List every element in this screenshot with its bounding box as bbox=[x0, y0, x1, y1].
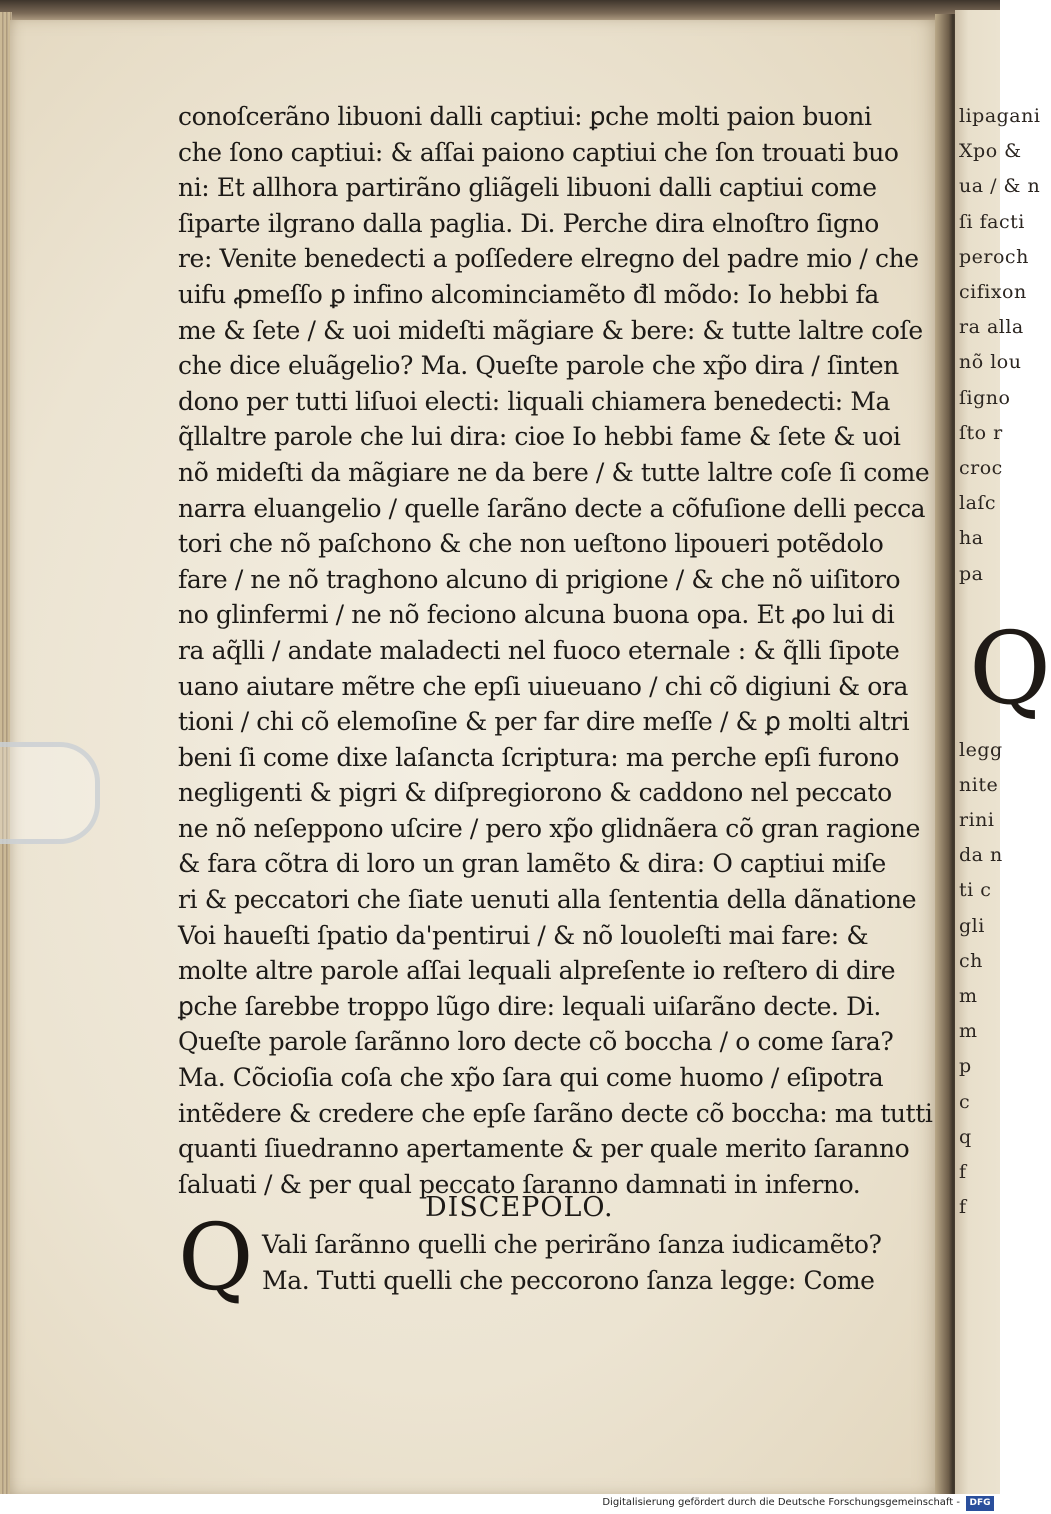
right-page-fragment: nite bbox=[959, 773, 999, 796]
section-heading: DISCEPOLO. bbox=[425, 1192, 614, 1223]
right-page-fragment: peroch bbox=[959, 245, 1029, 268]
text-line: me & ſete / & uoi mideſti mãgiare & bere: & tutte laltre coſe bbox=[178, 315, 923, 345]
right-page-fragment: f bbox=[959, 1196, 967, 1219]
right-page-fragment: da n bbox=[959, 844, 1003, 867]
text-line: uano aiutare mẽtre che epſi uiueuano / chi cõ digiuni & ora bbox=[178, 671, 908, 701]
right-page-fragment: c bbox=[959, 1090, 971, 1113]
initial-line-1: Vali ſarãnno quelli che perirãno ſanza iudicamẽto? bbox=[262, 1230, 882, 1259]
decorated-initial-letter: Q bbox=[178, 1204, 254, 1311]
text-line: ra aq̃lli / andate maladecti nel fuoco eternale : & q̃lli ſipote bbox=[178, 635, 900, 665]
right-page-fragment: nõ lou bbox=[959, 351, 1022, 374]
text-line: ri & peccatori che ſiate uenuti alla ſententia della dãnatione bbox=[178, 885, 917, 915]
text-line: molte altre parole aſſai lequali alpreſente io reſtero di dire bbox=[178, 956, 896, 986]
right-page-fragment: m bbox=[959, 985, 978, 1007]
text-line: negligenti & pigri & diſpregiorono & caddono nel peccato bbox=[178, 778, 892, 808]
right-page-fragment: ſto r bbox=[959, 421, 1003, 444]
text-line: ſaluati / & per qual peccato ſaranno damnati in inferno. bbox=[178, 1169, 861, 1199]
right-page-fragment: gli bbox=[959, 914, 985, 937]
initial-line-2: Ma. Tutti quelli che peccorono ſanza legge: Come bbox=[262, 1266, 875, 1295]
text-line: beni ſi come dixe laſancta ſcriptura: ma perche epſi furono bbox=[178, 742, 900, 772]
right-page-fragment: legg bbox=[959, 738, 1003, 761]
right-page-fragment: ua / & n bbox=[959, 175, 1041, 198]
right-page-fragment: rini bbox=[959, 809, 995, 831]
text-line: narra eluangelio / quelle ſarãno decte a cõfuſione delli pecca bbox=[178, 493, 926, 523]
text-line: ſiparte ilgrano dalla paglia. Di. Perche dira elnoſtro ſigno bbox=[178, 208, 879, 238]
right-page-fragment: ſi facti bbox=[959, 210, 1025, 233]
text-line: che dice eluãgelio? Ma. Queſte parole che xp̃o dira / ſinten bbox=[178, 351, 899, 381]
right-page-fragment: f bbox=[959, 1161, 967, 1183]
footer-bar bbox=[0, 1494, 1000, 1514]
main-text-block bbox=[178, 99, 933, 1202]
text-line: dono per tutti liſuoi electi: liquali chiamera benedecti: Ma bbox=[178, 386, 891, 416]
right-page-fragment: ra alla bbox=[959, 316, 1024, 339]
text-line: tioni / chi cõ elemoſine & per far dire meſſe / & ꝑ molti altri bbox=[178, 707, 910, 737]
text-line: no glinfermi / ne nõ feciono alcuna buona opa. Et ꝓo lui di bbox=[178, 600, 895, 630]
text-line: Queſte parole ſarãnno loro decte cõ boccha / o come ſara? bbox=[178, 1027, 894, 1057]
right-page-fragment: ſigno bbox=[959, 386, 1011, 409]
footer-credit: Digitalisierung gefördert durch die Deutsche Forschungsgemeinschaft - bbox=[602, 1497, 960, 1508]
text-line: ꝑche ſarebbe troppo lũgo dire: lequali uiſarãno decte. Di. bbox=[178, 991, 881, 1021]
right-page-initial-letter: Q bbox=[969, 610, 1051, 727]
text-line: quanti ſiuedranno apertamente & per quale merito ſaranno bbox=[178, 1134, 910, 1164]
text-line: uifu ꝓmeſſo ꝑ infino alcominciamẽto đl mõdo: Io hebbi fa bbox=[178, 279, 879, 309]
right-page-fragment: lipagani bbox=[959, 105, 1041, 127]
text-line: & fara cõtra di loro un gran lamẽto & dira: O captiui miſe bbox=[178, 849, 886, 879]
text-line: che ſono captiui: & aſſai paiono captiui che ſon trouati buo bbox=[178, 137, 899, 167]
right-page-fragment: ti c bbox=[959, 879, 992, 902]
right-page-fragment: cifixon bbox=[959, 281, 1027, 303]
text-line: fare / ne nõ traghono alcuno di prigione / & che nõ uiſitoro bbox=[178, 564, 901, 594]
book-top-edge bbox=[0, 0, 1000, 22]
text-line: ni: Et allhora partirãno gliãgeli libuoni dalli captiui come bbox=[178, 173, 877, 203]
right-page-fragment: Xpo & bbox=[959, 140, 1022, 163]
right-page-fragment: m bbox=[959, 1020, 978, 1043]
text-line: Ma. Cõcioſia coſa che xp̃o ſara qui come huomo / eſipotra bbox=[178, 1063, 884, 1093]
text-line: conoſcerãno libuoni dalli captiui: ꝑche molti paion buoni bbox=[178, 102, 872, 131]
right-page bbox=[955, 10, 1051, 1494]
right-page-fragment: q bbox=[959, 1125, 972, 1148]
page-clip bbox=[0, 742, 100, 844]
text-line: nõ mideſti da mãgiare ne da bere / & tutte laltre coſe ſi come bbox=[178, 457, 930, 487]
dfg-logo: DFG bbox=[966, 1496, 994, 1511]
text-line: tori che nõ paſchono & che non ueſtono lipoueri potẽdolo bbox=[178, 529, 884, 559]
right-page-fragment: croc bbox=[959, 457, 1003, 479]
right-page-fragment: ch bbox=[959, 949, 983, 972]
right-page-fragment: ha bbox=[959, 527, 984, 550]
text-line: ne nõ neſeppono uſcire / pero xp̃o glidnãera cõ gran ragione bbox=[178, 813, 921, 843]
right-page-fragment: p bbox=[959, 1055, 972, 1078]
text-line: re: Venite benedecti a poſſedere elregno del padre mio / che bbox=[178, 244, 919, 274]
text-line: intẽdere & credere che epſe ſarãno decte cõ boccha: ma tutti bbox=[178, 1098, 933, 1128]
right-page-fragment: pa bbox=[959, 562, 984, 585]
right-page-fragment: laſc bbox=[959, 492, 997, 515]
text-line: q̃llaltre parole che lui dira: cioe Io hebbi fame & ſete & uoi bbox=[178, 422, 901, 452]
text-line: Voi haueſti ſpatio da'pentirui / & nõ louoleſti mai fare: & bbox=[178, 920, 869, 950]
